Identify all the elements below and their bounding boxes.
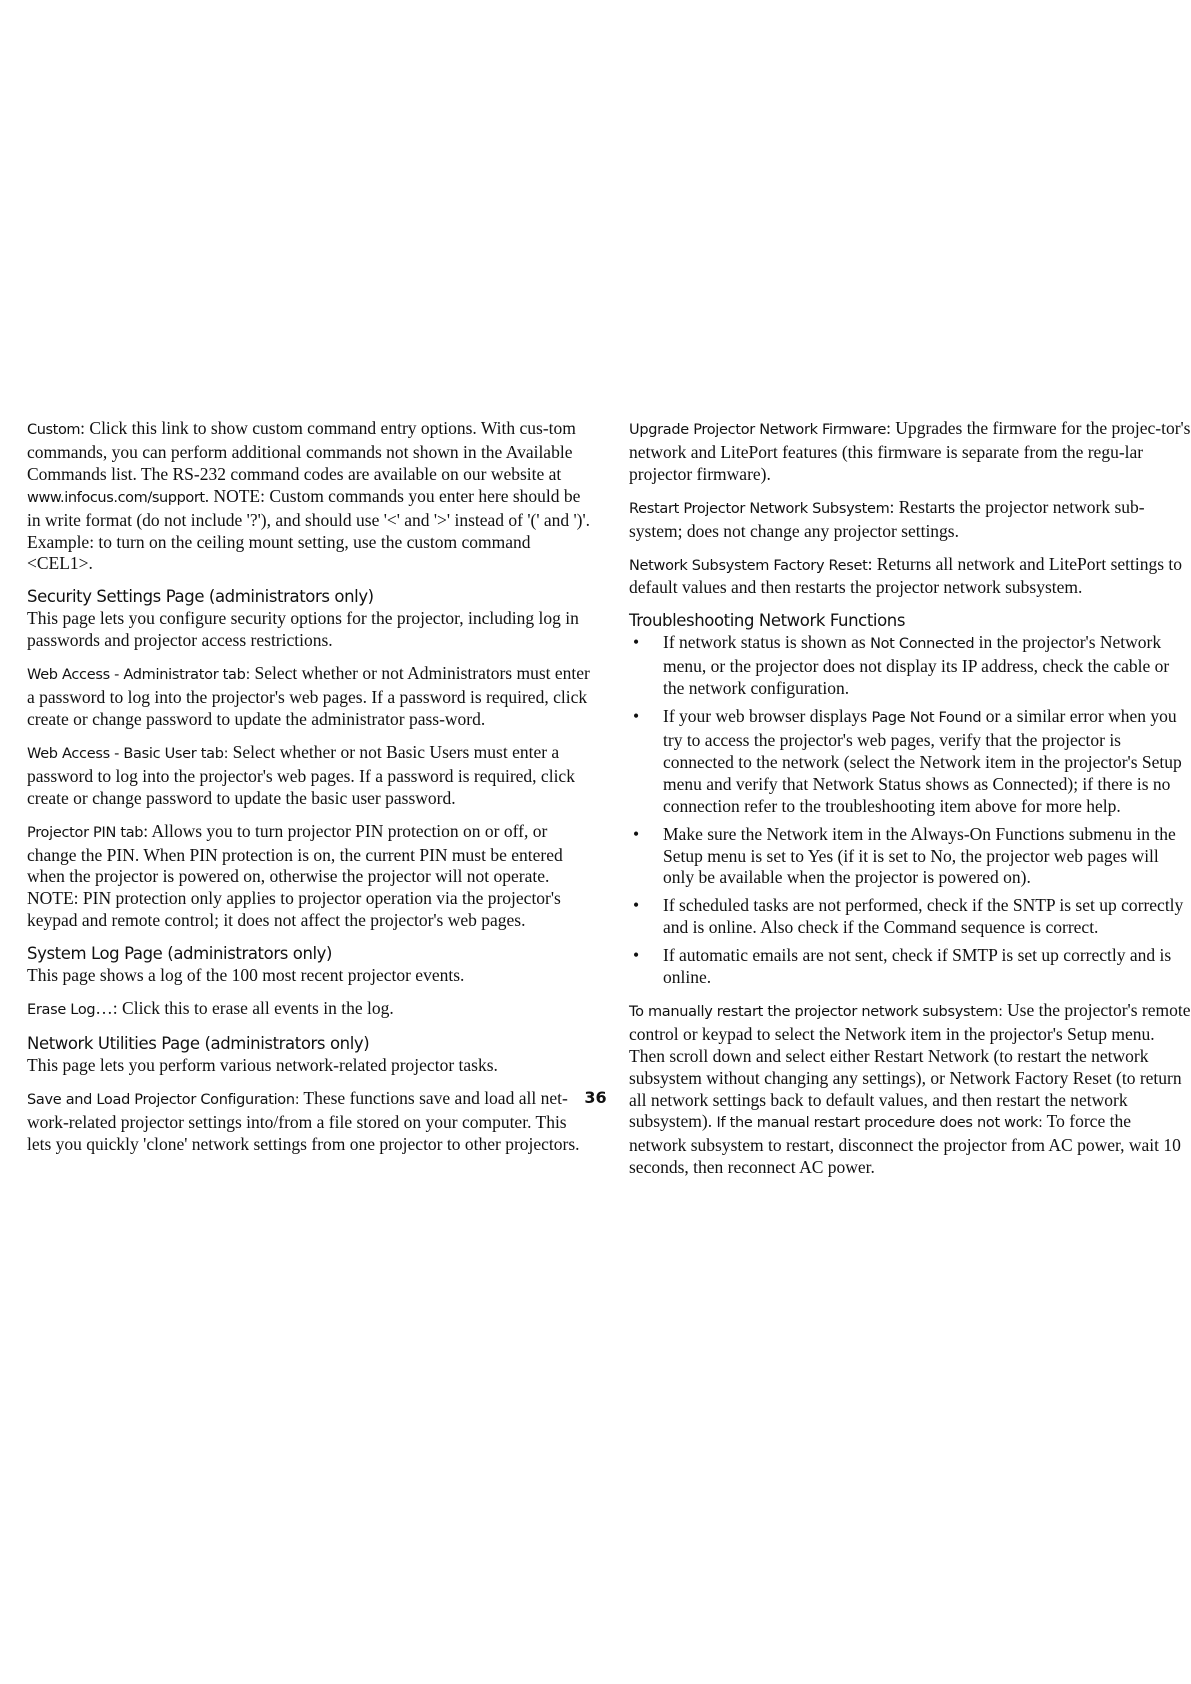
reset-term: Network Subsystem Factory Reset	[629, 557, 868, 574]
custom-text-2: . NOTE: Custom commands you enter here should be in write format (do not include '?'), and should use '<' and '>' instead of '(' and ')'. Example: to turn on the ceiling mount setting, use the custom command <CEL1>.	[27, 485, 591, 574]
manual-fail-text: To force the network subsystem to restart, disconnect the projector from AC power, wait 10 seconds, then reconnect AC power.	[629, 1111, 1181, 1178]
list-item	[629, 945, 1191, 989]
save-load-text: These functions save and load all net-work-related projector settings into/from a file stored on your computer. This lets you quickly 'clone' network settings from one projector to other projectors.	[27, 1087, 580, 1154]
syslog-intro: This page shows a log of the 100 most recent projector events.	[27, 965, 465, 986]
erase-log-paragraph	[27, 998, 593, 1022]
bullet-icon: •	[633, 706, 640, 727]
upgrade-paragraph	[629, 418, 1191, 486]
left-column	[27, 418, 593, 1167]
troubleshooting-list	[629, 632, 1191, 989]
bullet-4-text: If scheduled tasks are not performed, check if the SNTP is set up correctly and is online. Also check if the Command sequence is correct.	[663, 895, 1184, 938]
erase-log-text: …: Click this to erase all events in the log.	[95, 998, 394, 1019]
bullet-icon: •	[633, 945, 640, 966]
support-link[interactable]: www.infocus.com/support	[27, 489, 205, 506]
erase-log-term: Erase Log	[27, 1002, 96, 1019]
web-access-basic-paragraph	[27, 742, 593, 810]
right-column	[629, 418, 1191, 1190]
bullet-3-text: Make sure the Network item in the Always-On Functions submenu in the Setup menu is set to Yes (if it is set to No, the projector web pages will only be available when the projector is powered on).	[663, 823, 1176, 888]
syslog-heading: System Log Page (administrators only)	[27, 944, 333, 964]
bullet-icon: •	[633, 632, 640, 653]
bullet-2-post: or a similar error when you try to access the projector's web pages, verify that the projector is connected to the network (select the Network item in the projector's Setup menu and verify that Network Status shows as Connected); if there is no connection refer to the troubleshooting item above for more help.	[663, 706, 1182, 816]
custom-term: Custom	[27, 422, 81, 438]
pin-term: Projector PIN tab	[27, 824, 144, 841]
troubleshooting-heading: Troubleshooting Network Functions	[629, 611, 906, 631]
custom-text-1: : Click this link to show custom command entry options. With cus-tom commands, you can perform additional commands not shown in the Available Commands list. The RS-232 command codes are available on our website at	[27, 418, 576, 484]
web-access-admin-term: Web Access - Administrator tab:	[27, 667, 251, 684]
manual-fail-term: If the manual restart procedure does not work:	[716, 1115, 1043, 1132]
manual-restart-text: Use the projector's remote control or keypad to select the Network item in the projector's Setup menu. Then scroll down and select either Restart Network (to restart the network subsystem without changing any settings), or Network Factory Reset (to return all network settings back to default values, and then restart the network subsystem).	[629, 999, 1191, 1132]
list-item	[629, 895, 1191, 939]
pin-text: : Allows you to turn projector PIN protection on or off, or change the PIN. When PIN protection is on, the current PIN must be entered when the projector is powered on, otherwise the projector will not operate. NOTE: PIN protection only applies to projector operation via the projector's keypad and remote control; it does not affect the projector's web pages.	[27, 820, 563, 931]
pin-paragraph	[27, 821, 593, 933]
list-item	[629, 706, 1191, 818]
bullet-2-pre: If your web browser displays	[663, 706, 872, 727]
security-heading: Security Settings Page (administrators only)	[27, 587, 374, 607]
netutil-heading: Network Utilities Page (administrators only)	[27, 1033, 370, 1053]
list-item	[629, 632, 1191, 700]
page-not-found-term: Page Not Found	[871, 710, 982, 727]
reset-text: : Returns all network and LitePort settings to default values and then restarts the projector network subsystem.	[629, 553, 1183, 598]
reset-paragraph	[629, 554, 1191, 600]
list-item	[629, 824, 1191, 890]
bullet-1-post: in the projector's Network menu, or the projector does not display its IP address, check the cable or the network configuration.	[663, 632, 1170, 699]
restart-paragraph	[629, 497, 1191, 543]
upgrade-term: Upgrade Projector Network Firmware	[629, 422, 887, 438]
web-access-basic-term: Web Access - Basic User tab:	[27, 745, 229, 762]
restart-term: Restart Projector Network Subsystem	[629, 500, 890, 517]
bullet-1-pre: If network status is shown as	[663, 632, 871, 653]
custom-paragraph	[27, 418, 593, 575]
netutil-intro: This page lets you perform various network-related projector tasks.	[27, 1054, 498, 1075]
web-access-admin-paragraph	[27, 663, 593, 731]
save-load-term: Save and Load Projector Configuration:	[27, 1091, 300, 1108]
page-number: 36	[584, 1088, 607, 1107]
not-connected-term: Not Connected	[870, 636, 975, 653]
bullet-icon: •	[633, 895, 640, 916]
bullet-5-text: If automatic emails are not sent, check if SMTP is set up correctly and is online.	[663, 945, 1172, 988]
restart-text: : Restarts the projector network sub-system; does not change any projector settings.	[629, 496, 1145, 541]
web-access-basic-text: Select whether or not Basic Users must enter a password to log into the projector's web pages. If a password is required, click create or change password to update the basic user password.	[27, 741, 575, 808]
security-intro: This page lets you configure security options for the projector, including log in passwords and projector access restrictions.	[27, 608, 579, 651]
upgrade-text: : Upgrades the firmware for the projec-tor's network and LitePort features (this firmware is separate from the regu-lar projector firmware).	[629, 418, 1191, 484]
manual-restart-term: To manually restart the projector network subsystem:	[629, 1003, 1003, 1020]
bullet-icon: •	[633, 823, 640, 844]
web-access-admin-text: Select whether or not Administrators must enter a password to log into the projector's web pages. If a password is required, click create or change password to update the administrator pass-word.	[27, 663, 590, 729]
